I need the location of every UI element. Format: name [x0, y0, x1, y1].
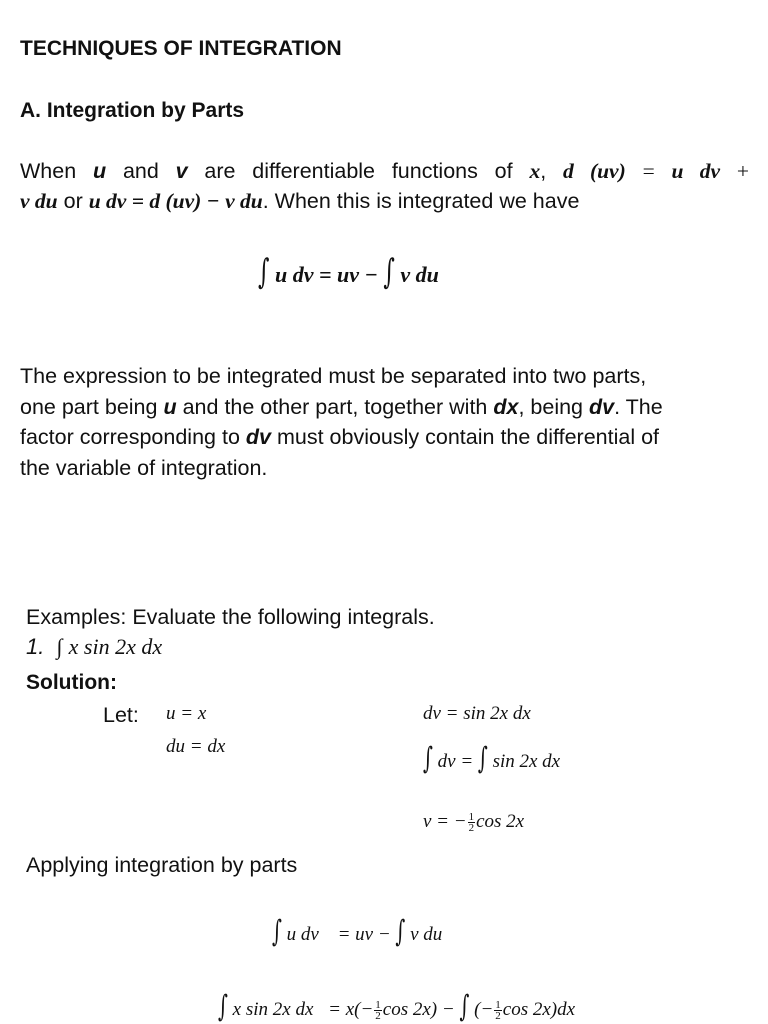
integral-sign: ∫	[272, 914, 282, 949]
one-half-fraction: $\frac{1}{2}$	[375, 999, 381, 1023]
example-1	[26, 634, 162, 660]
example-number: 1.	[26, 634, 45, 659]
u-equation: u = x	[166, 703, 207, 724]
integral-sign: ∫	[383, 253, 395, 293]
applying-text: Applying integration by parts	[26, 853, 298, 877]
let-label: Let:	[103, 703, 139, 727]
du-equation: du = dx	[166, 736, 226, 757]
integral-sign: ∫	[56, 634, 63, 659]
one-half-fraction: $\frac{1}{2}$	[468, 811, 475, 835]
intro-line-2: v du or u dv = d (uv) − v du. When this is integrated we have	[20, 189, 580, 213]
intro-paragraph	[20, 156, 749, 187]
v-var: v	[175, 159, 188, 183]
dv-equation: dv = sin 2x dx	[423, 703, 531, 724]
explanation-paragraph: The expression to be integrated must be separated into two parts, one part being u and the other part, together with dx, being dv. The factor corresponding to dv must obviously contain the differential of the variable of integration.	[20, 364, 663, 480]
integral-sign: ∫	[459, 989, 470, 1024]
integration-by-parts-formula: ∫ u dv = uv − ∫ v du	[258, 253, 439, 293]
integral-sign: ∫	[395, 914, 406, 949]
equation-d-uv: d (uv)	[562, 159, 626, 183]
solution-label: Solution:	[26, 671, 117, 694]
integral-sign: ∫	[477, 741, 488, 776]
applied-formula: ∫ x sin 2x dx = x(− $\frac{1}{2}$ cos 2x) − ∫ (− $\frac{1}{2}$ cos 2x)dx	[218, 989, 576, 1024]
document-title: TECHNIQUES OF INTEGRATION	[20, 37, 342, 60]
v-equation: v = − $\frac{1}{2}$ cos 2x	[423, 811, 525, 835]
examples-heading: Examples: Evaluate the following integrals.	[26, 605, 435, 629]
example-integrand: x sin 2x dx	[68, 634, 163, 659]
integral-dv-equation: ∫ dv = ∫ sin 2x dx	[423, 741, 561, 776]
one-half-fraction: $\frac{1}{2}$	[495, 999, 501, 1023]
integral-sign: ∫	[258, 253, 270, 293]
section-heading: A. Integration by Parts	[20, 99, 245, 122]
equation-u-dv: u dv = d (uv) − v du	[88, 189, 263, 213]
x-var: x	[529, 159, 541, 183]
u-var: u	[92, 159, 107, 183]
intro-line-1: When u and v are differentiable functions of x, d (uv) = u dv +	[20, 159, 749, 183]
parts-formula: ∫ u dv = uv − ∫ v du	[272, 914, 443, 949]
integral-sign: ∫	[423, 741, 433, 776]
integral-sign: ∫	[218, 989, 228, 1024]
